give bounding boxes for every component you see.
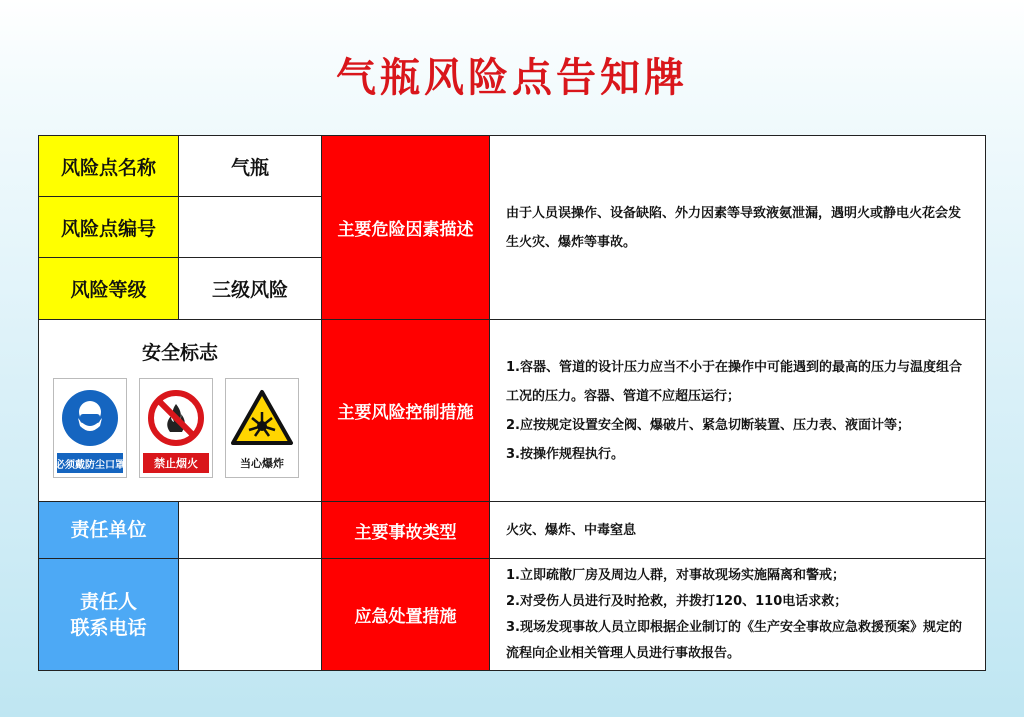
risk-code-label: 风险点编号 — [38, 196, 179, 258]
risk-level-value: 三级风险 — [178, 257, 322, 320]
notice-board — [38, 135, 986, 671]
sign-caption: 必须戴防尘口罩 — [57, 453, 123, 473]
emergency-item: 2.对受伤人员进行及时抢救，并拨打120、110电话求救； — [506, 593, 848, 609]
risk-name-label: 风险点名称 — [38, 135, 179, 197]
control-measures — [489, 319, 986, 502]
contact-label-line1: 责任人 — [79, 590, 137, 613]
accident-type-label: 主要事故类型 — [321, 501, 490, 559]
emergency-item: 1.立即疏散厂房及周边人群，对事故现场实施隔离和警戒； — [506, 567, 845, 583]
hazard-text: 由于人员误操作、设备缺陷、外力因素等导致液氨泄漏，遇明火或静电火花会发生火灾、爆炸等事故。 — [506, 205, 962, 250]
hazard-label: 主要危险因素描述 — [321, 135, 490, 320]
contact-label-line2: 联系电话 — [70, 616, 147, 639]
page-title: 气瓶风险点告知牌 — [336, 55, 688, 101]
emergency-item: 3.现场发现事故人员立即根据企业制订的《生产安全事故应急救援预案》规定的流程向企业相关管理人员进行事故报告。 — [506, 619, 962, 661]
responsible-unit-value — [178, 501, 322, 559]
accident-type — [489, 501, 986, 559]
explosion-warning-icon — [230, 388, 294, 448]
emergency-label: 应急处置措施 — [321, 558, 490, 671]
contact-label — [38, 558, 179, 671]
control-item: 3.按操作规程执行。 — [506, 446, 624, 462]
accident-text: 火灾、爆炸、中毒窒息 — [506, 522, 637, 538]
risk-code-value — [178, 196, 322, 258]
no-fire-icon — [146, 388, 206, 448]
sign-no-fire — [139, 378, 213, 478]
contact-value — [178, 558, 322, 671]
risk-name-value: 气瓶 — [178, 135, 322, 197]
sign-caption: 禁止烟火 — [143, 453, 209, 473]
responsible-unit-label: 责任单位 — [38, 501, 179, 559]
risk-level-label: 风险等级 — [38, 257, 179, 320]
sign-explosion — [225, 378, 299, 478]
safety-signs-title: 安全标志 — [141, 342, 218, 364]
sign-dust-mask — [53, 378, 127, 478]
safety-signs-panel — [38, 319, 322, 502]
control-item: 2.应按规定设置安全阀、爆破片、紧急切断装置、压力表、液面计等； — [506, 417, 910, 433]
emergency-measures — [489, 558, 986, 671]
control-label: 主要风险控制措施 — [321, 319, 490, 502]
hazard-description — [489, 135, 986, 320]
sign-caption: 当心爆炸 — [240, 457, 284, 470]
dust-mask-icon — [60, 388, 120, 448]
control-item: 1.容器、管道的设计压力应当不小于在操作中可能遇到的最高的压力与温度组合工况的压力。容器、管道不应超压运行； — [506, 359, 962, 404]
